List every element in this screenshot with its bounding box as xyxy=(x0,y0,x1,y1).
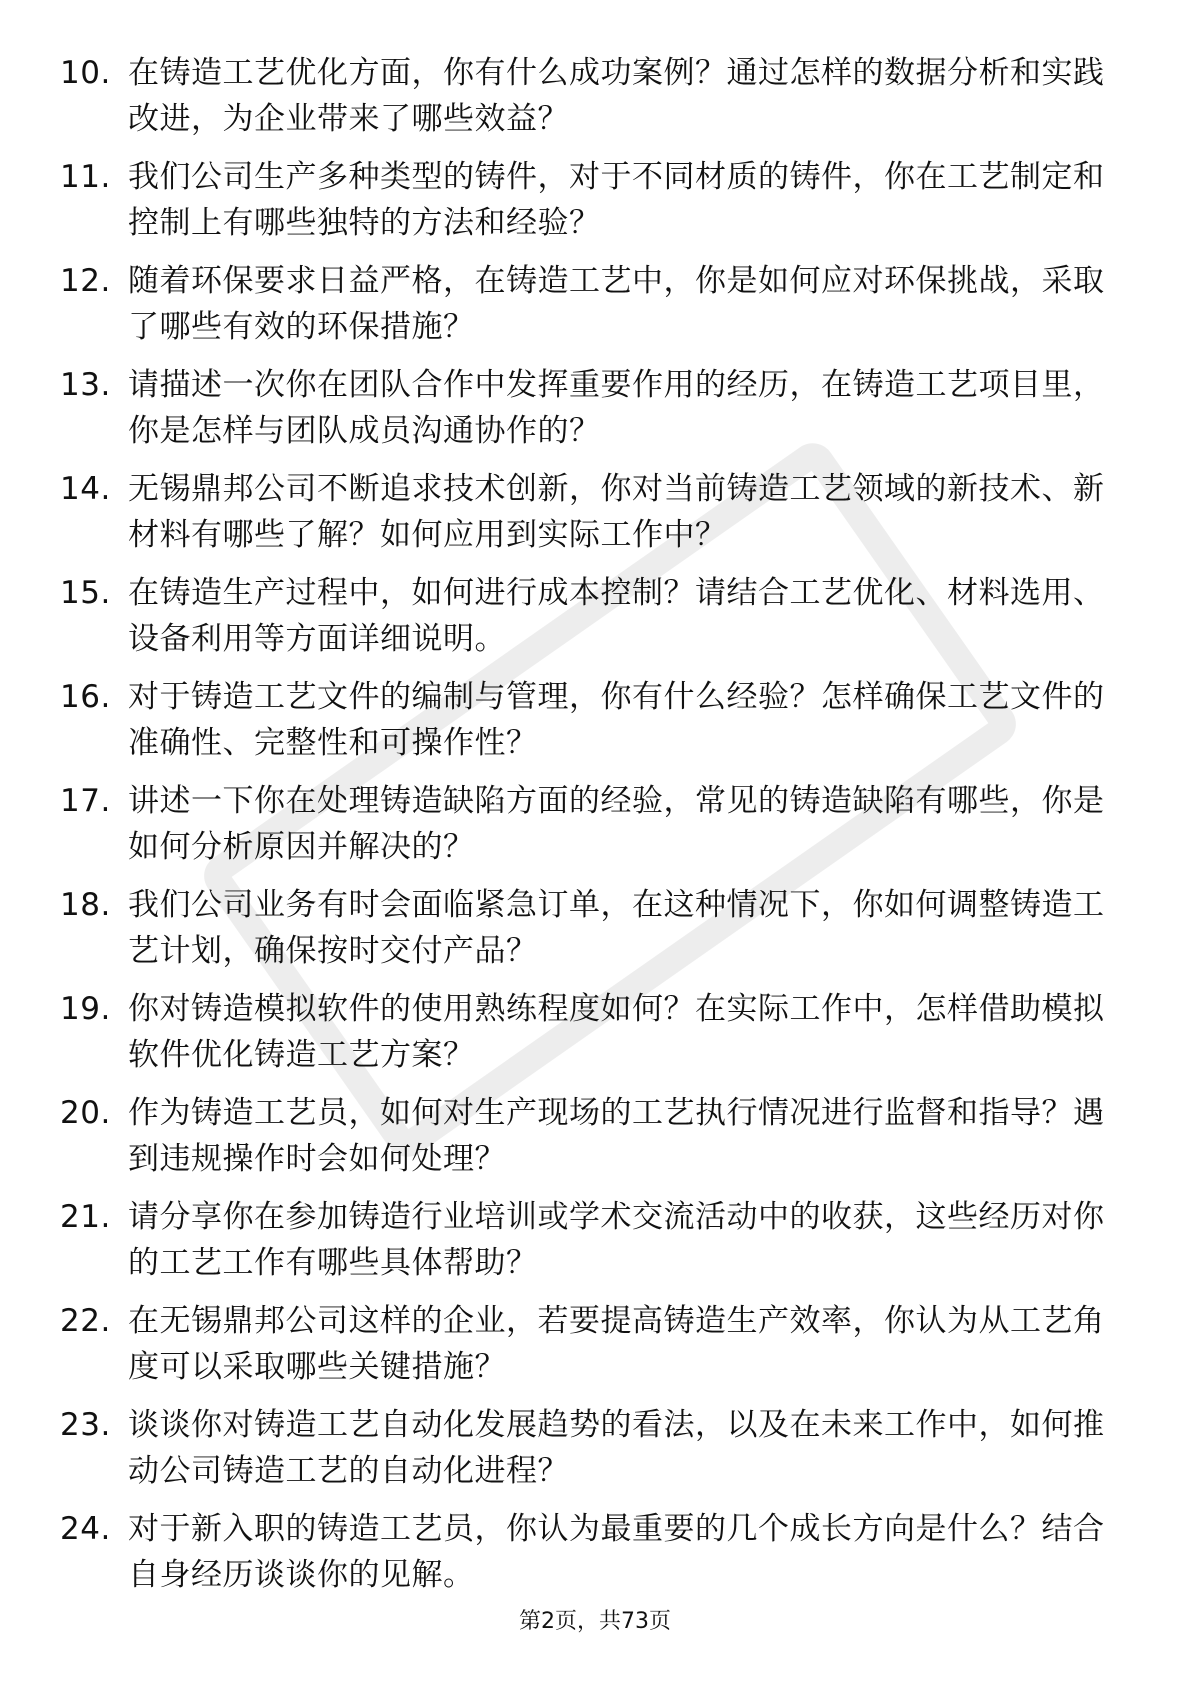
question-item xyxy=(60,882,1120,974)
question-list xyxy=(60,50,1120,1610)
question-text: 在无锡鼎邦公司这样的企业，若要提高铸造生产效率，你认为从工艺角度可以采取哪些关键措施？ xyxy=(128,1303,1105,1385)
question-text: 无锡鼎邦公司不断追求技术创新，你对当前铸造工艺领域的新技术、新材料有哪些了解？如何应用到实际工作中？ xyxy=(128,471,1105,553)
question-item xyxy=(60,1402,1120,1494)
question-item xyxy=(60,1298,1120,1390)
question-number: 12. xyxy=(60,263,111,299)
question-text: 谈谈你对铸造工艺自动化发展趋势的看法，以及在未来工作中，如何推动公司铸造工艺的自动化进程？ xyxy=(128,1407,1105,1489)
question-item xyxy=(60,50,1120,142)
question-number: 17. xyxy=(60,783,111,819)
question-item xyxy=(60,1194,1120,1286)
question-item xyxy=(60,258,1120,350)
question-text: 我们公司生产多种类型的铸件，对于不同材质的铸件，你在工艺制定和控制上有哪些独特的方法和经验？ xyxy=(128,159,1105,241)
question-item xyxy=(60,1506,1120,1598)
question-text: 我们公司业务有时会面临紧急订单，在这种情况下，你如何调整铸造工艺计划，确保按时交付产品？ xyxy=(128,887,1105,969)
question-text: 请描述一次你在团队合作中发挥重要作用的经历，在铸造工艺项目里，你是怎样与团队成员沟通协作的？ xyxy=(128,367,1105,449)
question-number: 10. xyxy=(60,55,111,91)
question-number: 20. xyxy=(60,1095,111,1131)
question-number: 11. xyxy=(60,159,111,195)
question-number: 18. xyxy=(60,887,111,923)
question-item xyxy=(60,570,1120,662)
question-number: 14. xyxy=(60,471,111,507)
question-text: 对于新入职的铸造工艺员，你认为最重要的几个成长方向是什么？结合自身经历谈谈你的见解。 xyxy=(128,1511,1105,1593)
question-item xyxy=(60,674,1120,766)
question-text: 对于铸造工艺文件的编制与管理，你有什么经验？怎样确保工艺文件的准确性、完整性和可操作性？ xyxy=(128,679,1105,761)
question-item xyxy=(60,1090,1120,1182)
question-number: 21. xyxy=(60,1199,111,1235)
question-text: 在铸造生产过程中，如何进行成本控制？请结合工艺优化、材料选用、设备利用等方面详细说明。 xyxy=(128,575,1105,657)
question-text: 在铸造工艺优化方面，你有什么成功案例？通过怎样的数据分析和实践改进，为企业带来了哪些效益？ xyxy=(128,55,1105,137)
question-item xyxy=(60,362,1120,454)
question-number: 16. xyxy=(60,679,111,715)
question-text: 讲述一下你在处理铸造缺陷方面的经验，常见的铸造缺陷有哪些，你是如何分析原因并解决的？ xyxy=(128,783,1105,865)
question-number: 13. xyxy=(60,367,111,403)
question-text: 请分享你在参加铸造行业培训或学术交流活动中的收获，这些经历对你的工艺工作有哪些具体帮助？ xyxy=(128,1199,1105,1281)
question-number: 15. xyxy=(60,575,111,611)
question-item xyxy=(60,154,1120,246)
question-item xyxy=(60,986,1120,1078)
question-number: 19. xyxy=(60,991,111,1027)
page-footer: 第2页，共73页 xyxy=(519,1609,671,1634)
question-text: 你对铸造模拟软件的使用熟练程度如何？在实际工作中，怎样借助模拟软件优化铸造工艺方案？ xyxy=(128,991,1105,1073)
question-item xyxy=(60,778,1120,870)
question-number: 22. xyxy=(60,1303,111,1339)
question-number: 24. xyxy=(60,1511,111,1547)
question-text: 随着环保要求日益严格，在铸造工艺中，你是如何应对环保挑战，采取了哪些有效的环保措施？ xyxy=(128,263,1105,345)
question-number: 23. xyxy=(60,1407,111,1443)
question-text: 作为铸造工艺员，如何对生产现场的工艺执行情况进行监督和指导？遇到违规操作时会如何处理？ xyxy=(128,1095,1105,1177)
question-item xyxy=(60,466,1120,558)
